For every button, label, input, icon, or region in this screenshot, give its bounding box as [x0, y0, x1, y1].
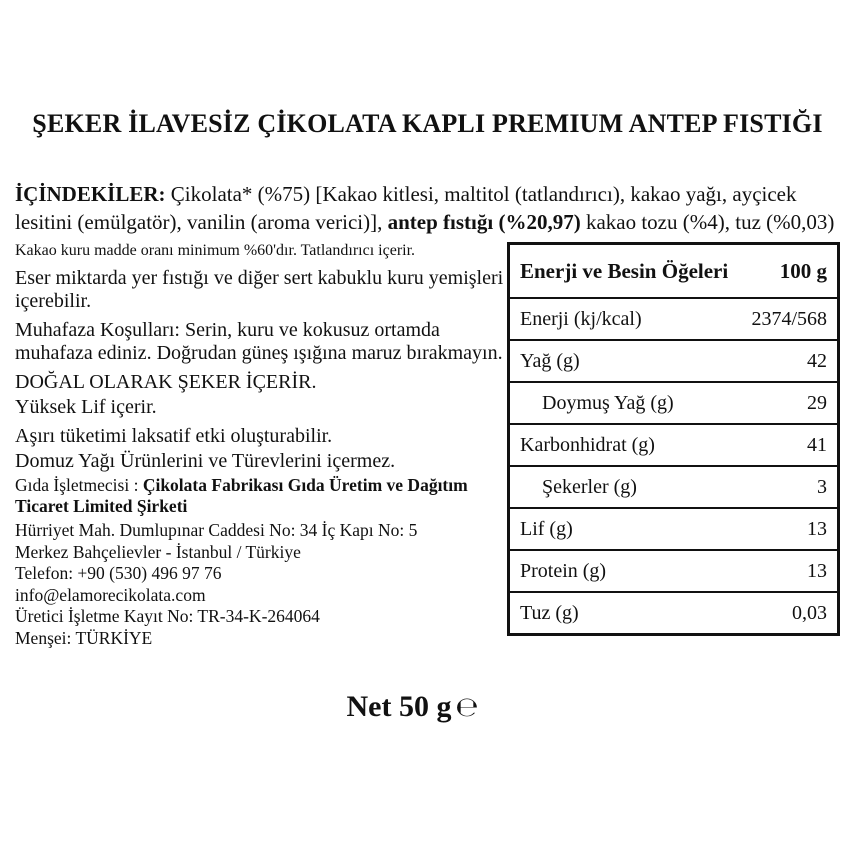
ingredients-part2: kakao tozu (%4), tuz (%0,03) [580, 210, 835, 234]
nutrition-table [507, 242, 840, 636]
high-fiber-statement: Yüksek Lif içerir. [15, 396, 157, 418]
nutrition-table-header [510, 245, 837, 297]
food-operator [15, 475, 507, 517]
ingredients-label: İÇİNDEKİLER: [15, 182, 166, 206]
row-label: Karbonhidrat (g) [520, 433, 655, 456]
storage-conditions: Muhafaza Koşulları: Serin, kuru ve kokusuz ortamda muhafaza ediniz. Doğrudan güneş ışığına maruz bırakmayın. [15, 319, 503, 364]
row-value: 41 [807, 433, 827, 456]
cocoa-solids-note: Kakao kuru madde oranı minimum %60'dır. Tatlandırıcı içerir. [15, 242, 416, 259]
nutrition-header-label: Enerji ve Besin Öğeleri [520, 258, 729, 283]
no-pork-statement: Domuz Yağı Ürünlerini ve Türevlerini içermez. [15, 450, 396, 472]
phone-line: Telefon: +90 (530) 496 97 76 [15, 563, 222, 583]
origin-line: Menşei: TÜRKİYE [15, 627, 153, 648]
row-value: 42 [807, 349, 827, 372]
operator-name: Çikolata Fabrikası Gıda Üretim ve Dağıtım Ticaret Limited Şirketi [15, 475, 468, 516]
row-label: Şekerler (g) [542, 475, 637, 498]
table-row-fat [510, 339, 837, 381]
row-value: 2374/568 [751, 307, 827, 330]
laxative-warning: Aşırı tüketimi laksatif etki oluşturabilir. [15, 425, 333, 447]
row-label: Enerji (kj/kcal) [520, 307, 642, 330]
table-row-saturated-fat [510, 381, 837, 423]
table-row-energy [510, 297, 837, 339]
table-row-sugars [510, 465, 837, 507]
net-weight-text: Net 50 g [346, 690, 452, 723]
row-label: Yağ (g) [520, 349, 580, 372]
row-value: 13 [807, 559, 827, 582]
info-column [15, 241, 507, 649]
ingredients-pistachio-bold: antep fıstığı (%20,97) [387, 210, 581, 234]
row-value: 13 [807, 517, 827, 540]
address-line-2: Merkez Bahçelievler - İstanbul / Türkiye [15, 541, 301, 562]
operator-label: Gıda İşletmecisi : [15, 475, 143, 495]
table-row-protein [510, 549, 837, 591]
net-weight [0, 690, 825, 724]
table-row-carbohydrate [510, 423, 837, 465]
row-label: Protein (g) [520, 559, 607, 582]
row-value: 29 [807, 391, 827, 414]
row-value: 0,03 [792, 601, 827, 624]
estimated-sign: ℮ [455, 692, 479, 723]
table-row-salt [510, 591, 837, 633]
row-label: Tuz (g) [520, 601, 579, 624]
table-row-fiber [510, 507, 837, 549]
email-line: info@elamorecikolata.com [15, 584, 206, 605]
row-value: 3 [817, 475, 827, 498]
ingredients-paragraph [15, 180, 843, 236]
trace-allergen-warning: Eser miktarda yer fıstığı ve diğer sert kabuklu kuru yemişleri içerebilir. [15, 267, 504, 312]
natural-sugar-statement: DOĞAL OLARAK ŞEKER İÇERİR. [15, 371, 317, 393]
row-label: Doymuş Yağ (g) [542, 391, 674, 414]
product-title: ŞEKER İLAVESİZ ÇİKOLATA KAPLI PREMIUM ANTEP FISTIĞI [32, 109, 823, 138]
registry-number-line: Üretici İşletme Kayıt No: TR-34-K-264064 [15, 606, 320, 626]
nutrition-header-amount: 100 g [779, 258, 827, 283]
row-label: Lif (g) [520, 517, 573, 540]
address-line-1: Hürriyet Mah. Dumlupınar Caddesi No: 34 İç Kapı No: 5 [15, 520, 418, 540]
ingredients-part1: Çikolata* (%75) [Kakao kitlesi, maltitol (tatlandırıcı), kakao yağı, ayçicek lesitini (emülgatör), vanilin (aroma verici)], [15, 182, 797, 234]
